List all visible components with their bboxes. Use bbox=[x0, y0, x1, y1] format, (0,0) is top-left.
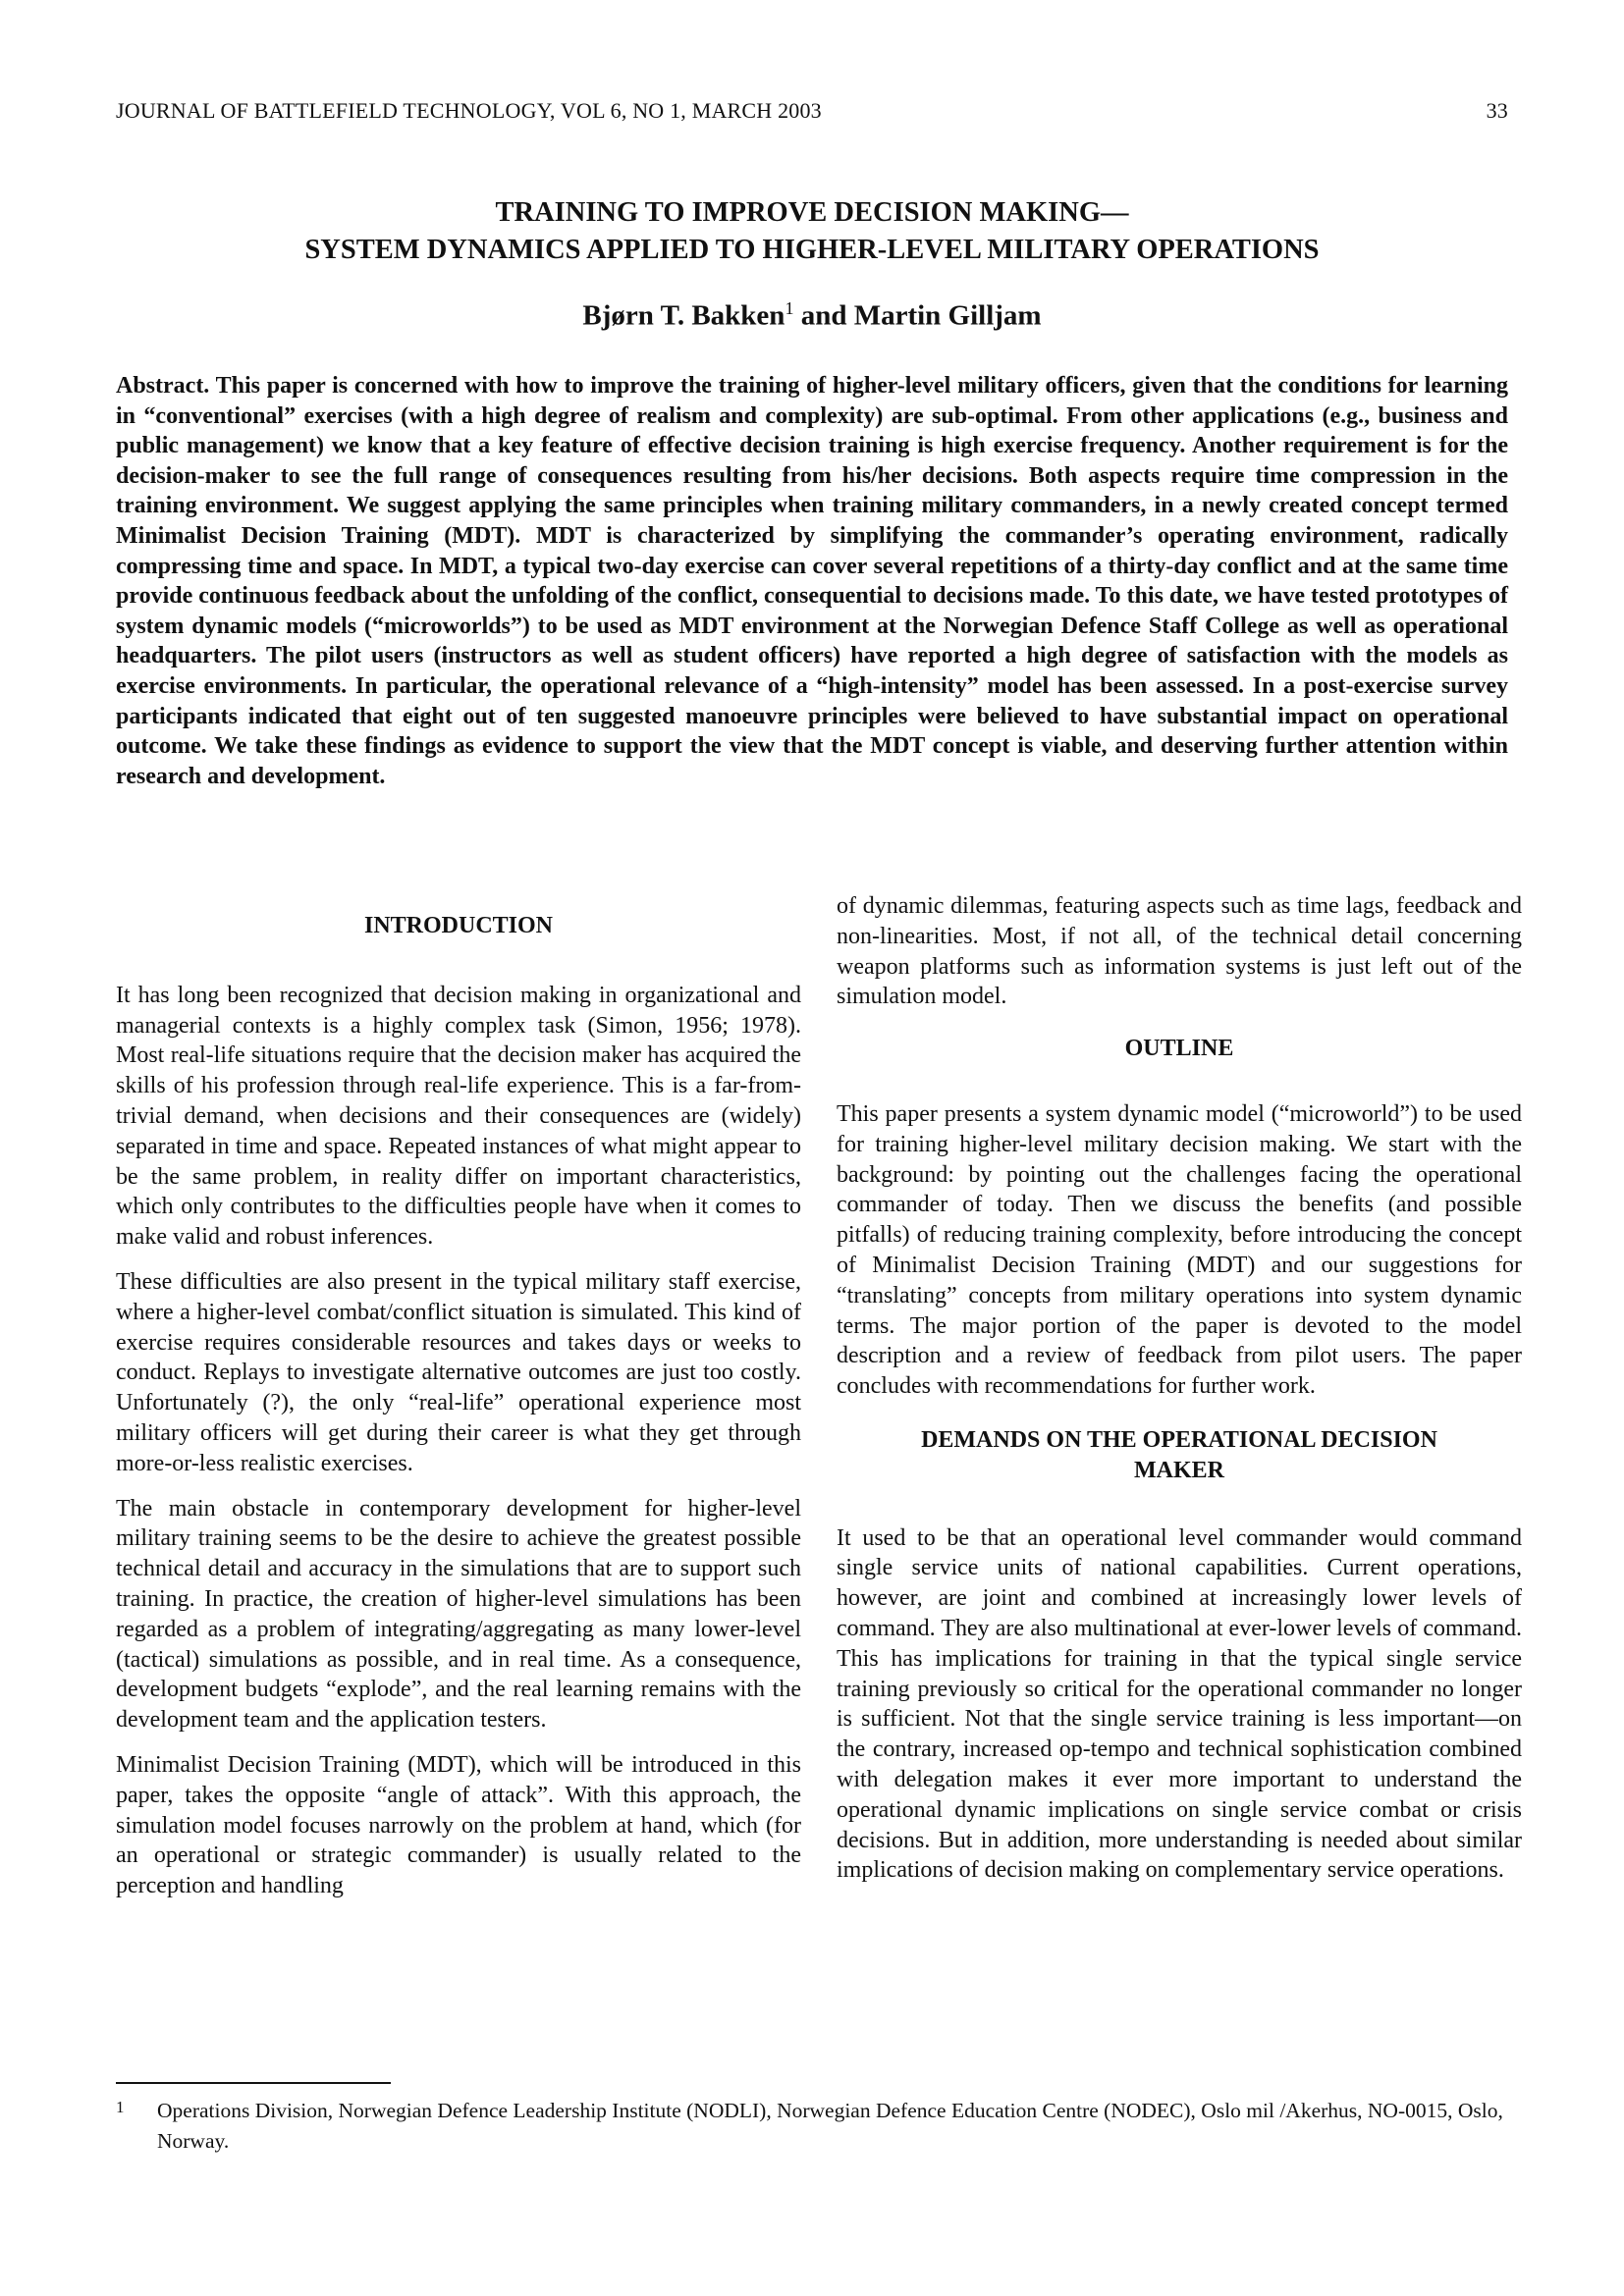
section-heading-demands: DEMANDS ON THE OPERATIONAL DECISION MAKER bbox=[921, 1426, 1437, 1483]
paragraph-continued: of dynamic dilemmas, featuring aspects such as time lags, feedback and non-linearities. Most, if not all, of the technical detail concerning weapon platforms such as information systems is just left out of the simulation model. bbox=[837, 893, 1522, 1010]
author-footnote-mark: 1 bbox=[785, 298, 794, 318]
title-line-1: TRAINING TO IMPROVE DECISION MAKING— bbox=[495, 197, 1129, 228]
left-column bbox=[116, 903, 801, 1916]
abstract: Abstract. This paper is concerned with how to improve the training of higher-level military officers, given that the conditions for learning in “conventional” exercises (with a high degree of realism and complexity) are sub-optimal. From other applications (e.g., business and public management) we know that a key feature of effective decision training is high exercise frequency. Another requirement is for the decision-maker to see the full range of consequences resulting from his/her decisions. Both aspects require time compression in the training environment. We suggest applying the same principles when training military commanders, in a newly created concept termed Minimalist Decision Training (MDT). MDT is characterized by simplifying the commander’s operating environment, radically compressing time and space. In MDT, a typical two-day exercise can cover several repetitions of a thirty-day conflict and at the same time provide continuous feedback about the unfolding of the conflict, consequential to decisions made. To this date, we have tested prototypes of system dynamic models (“microworlds”) to be used as MDT environment at the Norwegian Defence Staff College as well as operational headquarters. The pilot users (instructors as well as student officers) have reported a high degree of satisfaction with the models as exercise environments. In particular, the operational relevance of a “high-intensity” model has been assessed. In a post-exercise survey participants indicated that eight out of ten suggested manoeuvre principles were believed to have substantial impact on operational outcome. We take these findings as evidence to support the view that the MDT concept is viable, and deserving further attention within research and development. bbox=[116, 373, 1508, 789]
footnote-divider bbox=[116, 2082, 391, 2084]
footnote bbox=[116, 2096, 1508, 2157]
author-line bbox=[116, 298, 1508, 333]
paragraph: It used to be that an operational level commander would command single service units of national capabilities. Current operations, however, are joint and combined at increasingly lower levels of command. They are also multinational at ever-lower levels of command. This has implications for training in that the typical single service training previously so critical for the operational commander no longer is sufficient. Not that the single service training is less important—on the contrary, increased op-tempo and technical sophistication combined with delegation makes it ever more important to understand the operational dynamic implications on single service combat or crisis decisions. But in addition, more understanding is needed about similar implications of decision making on complementary service operations. bbox=[837, 1524, 1522, 1884]
page-number: 33 bbox=[1486, 98, 1508, 123]
author-first: Bjørn T. Bakken bbox=[582, 299, 785, 332]
paper-title bbox=[116, 194, 1508, 269]
title-line-2: SYSTEM DYNAMICS APPLIED TO HIGHER-LEVEL MILITARY OPERATIONS bbox=[304, 235, 1320, 265]
section-heading-outline: OUTLINE bbox=[1124, 1036, 1234, 1062]
paragraph: The main obstacle in contemporary development for higher-level military training seems to be the desire to achieve the greatest possible technical detail and accuracy in the simulations that are to support such training. In practice, the creation of higher-level simulations has been regarded as a problem of integrating/aggregating as many lower-level (tactical) simulations as possible, and in real time. As a consequence, development budgets “explode”, and the real learning remains with the development team and the application testers. bbox=[116, 1495, 801, 1734]
paragraph: Minimalist Decision Training (MDT), which will be introduced in this paper, takes the opposite “angle of attack”. With this approach, the simulation model focuses narrowly on the problem at hand, which (for an operational or strategic commander) is usually related to the perception and handling bbox=[116, 1751, 801, 1899]
footnote-mark: 1 bbox=[116, 2098, 125, 2116]
journal-citation: JOURNAL OF BATTLEFIELD TECHNOLOGY, VOL 6, NO 1, MARCH 2003 bbox=[116, 98, 822, 123]
paragraph: This paper presents a system dynamic model (“microworld”) to be used for training higher-level military decision making. We start with the background: by pointing out the challenges facing the operational commander of today. Then we discuss the benefits (and possible pitfalls) of reducing training complexity, before introducing the concept of Minimalist Decision Training (MDT) and our suggestions for “translating” concepts from military operations into system dynamic terms. The major portion of the paper is devoted to the model description and a review of feedback from pilot users. The paper concludes with recommendations for further work. bbox=[837, 1100, 1522, 1400]
author-rest: and Martin Gilljam bbox=[793, 299, 1042, 332]
paragraph: It has long been recognized that decision making in organizational and managerial contexts is a highly complex task (Simon, 1956; 1978). Most real-life situations require that the decision maker has acquired the skills of his profession through real-life experience. This is a far-from-trivial demand, when decisions and their consequences are (widely) separated in time and space. Repeated instances of what might appear to be the same problem, in reality differ on important characteristics, which only contributes to the difficulties people have when it comes to make valid and robust inferences. bbox=[116, 982, 801, 1251]
paragraph: These difficulties are also present in the typical military staff exercise, where a higher-level combat/conflict situation is simulated. This kind of exercise requires considerable resources and takes days or weeks to conduct. Replays to investigate alternative outcomes are just too costly. Unfortunately (?), the only “real-life” operational experience most military officers will get during their career is what they get through more-or-less realistic exercises. bbox=[116, 1268, 801, 1476]
section-heading-introduction: INTRODUCTION bbox=[363, 913, 554, 938]
right-column bbox=[837, 891, 1522, 1900]
footnote-text: Operations Division, Norwegian Defence Leadership Institute (NODLI), Norwegian Defence Education Centre (NODEC), Oslo mil /Akerhus, NO-0015, Oslo, Norway. bbox=[157, 2099, 1503, 2153]
